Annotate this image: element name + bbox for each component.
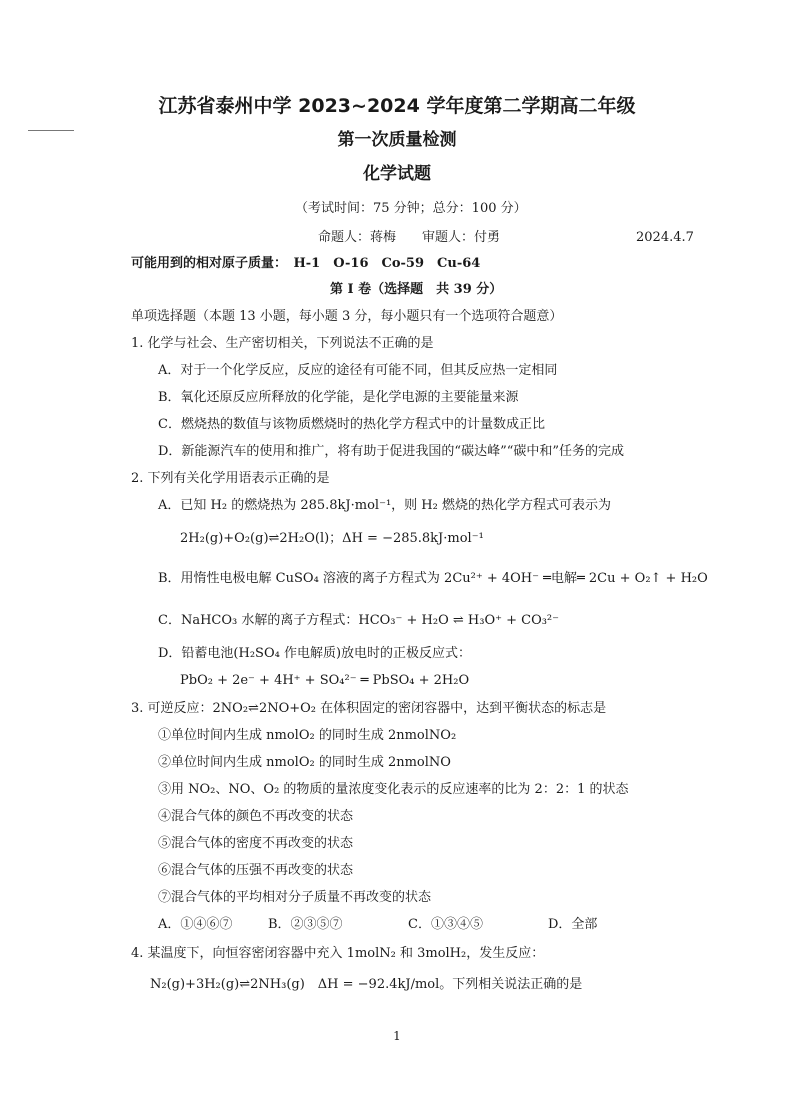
exam-subject: 化学试题 xyxy=(363,164,431,184)
q3-item: ①单位时间内生成 nmolO₂ 的同时生成 2nmolNO₂ xyxy=(158,728,457,743)
q3-stem: 3. 可逆反应：2NO₂⇌2NO+O₂ 在体积固定的密闭容器中，达到平衡状态的标志是 xyxy=(131,701,607,716)
section-instruction: 单项选择题（本题 13 小题，每小题 3 分，每小题只有一个选项符合题意） xyxy=(131,309,563,324)
section-title: 第 I 卷（选择题 共 39 分） xyxy=(330,282,503,297)
q3-item: ⑦混合气体的平均相对分子质量不再改变的状态 xyxy=(158,890,432,905)
q3-item: ⑥混合气体的压强不再改变的状态 xyxy=(158,863,354,878)
q3-item: ③用 NO₂、NO、O₂ 的物质的量浓度变化表示的反应速率的比为 2：2：1 的状态 xyxy=(158,782,629,797)
q4-stem: 4. 某温度下，向恒容密闭容器中充入 1molN₂ 和 3molH₂，发生反应： xyxy=(131,946,545,961)
q3-option-c: C．①③④⑤ xyxy=(408,917,483,932)
q1-option-c: C．燃烧热的数值与该物质燃烧时的热化学方程式中的计量数成正比 xyxy=(158,417,545,432)
q3-item: ⑤混合气体的密度不再改变的状态 xyxy=(158,836,354,851)
q3-item: ②单位时间内生成 nmolO₂ 的同时生成 2nmolNO xyxy=(158,755,451,770)
q2-option-d: D．铅蓄电池(H₂SO₄ 作电解质)放电时的正极反应式： xyxy=(158,646,472,661)
q3-option-b: B．②③⑤⑦ xyxy=(268,917,343,932)
q1-option-d: D．新能源汽车的使用和推广，将有助于促进我国的“碳达峰”“碳中和”任务的完成 xyxy=(158,444,625,459)
q1-option-a: A．对于一个化学反应，反应的途径有可能不同，但其反应热一定相同 xyxy=(158,363,558,378)
exam-authors: 命题人：蒋梅 审题人：付勇 xyxy=(318,230,501,245)
q1-stem: 1. 化学与社会、生产密切相关，下列说法不正确的是 xyxy=(131,336,434,351)
q3-option-a: A．①④⑥⑦ xyxy=(158,917,233,932)
exam-subtitle: 第一次质量检测 xyxy=(337,130,457,150)
q3-option-d: D．全部 xyxy=(548,917,598,932)
exam-title: 江苏省泰州中学 2023~2024 学年度第二学期高二年级 xyxy=(158,95,636,117)
q2-stem: 2. 下列有关化学用语表示正确的是 xyxy=(131,471,330,486)
exam-date: 2024.4.7 xyxy=(636,230,694,245)
q4-equation: N₂(g)+3H₂(g)⇌2NH₃(g) ΔH = −92.4kJ/mol。下列相关说法正确的是 xyxy=(150,977,583,992)
q1-option-b: B．氧化还原反应所释放的化学能，是化学电源的主要能量来源 xyxy=(158,390,519,405)
q3-item: ④混合气体的颜色不再改变的状态 xyxy=(158,809,354,824)
q2-option-a: A．已知 H₂ 的燃烧热为 285.8kJ·mol⁻¹，则 H₂ 燃烧的热化学方程式可表示为 xyxy=(158,498,611,513)
scan-mark xyxy=(28,130,74,131)
q2-option-c: C．NaHCO₃ 水解的离子方程式：HCO₃⁻ + H₂O ⇌ H₃O⁺ + CO₃²⁻ xyxy=(158,613,560,628)
q2-option-a-equation: 2H₂(g)+O₂(g)⇌2H₂O(l)；ΔH = −285.8kJ·mol⁻¹ xyxy=(180,531,484,546)
q2-option-d-equation: PbO₂ + 2e⁻ + 4H⁺ + SO₄²⁻ ═ PbSO₄ + 2H₂O xyxy=(180,673,470,688)
atomic-masses: 可能用到的相对原子质量： H-1 O-16 Co-59 Cu-64 xyxy=(131,256,481,271)
page-number: 1 xyxy=(393,1029,401,1043)
exam-info: （考试时间：75 分钟；总分：100 分） xyxy=(295,201,527,216)
q2-option-b: B．用惰性电极电解 CuSO₄ 溶液的离子方程式为 2Cu²⁺ + 4OH⁻ ═电解═ 2Cu + O₂↑ + H₂O xyxy=(158,571,708,586)
